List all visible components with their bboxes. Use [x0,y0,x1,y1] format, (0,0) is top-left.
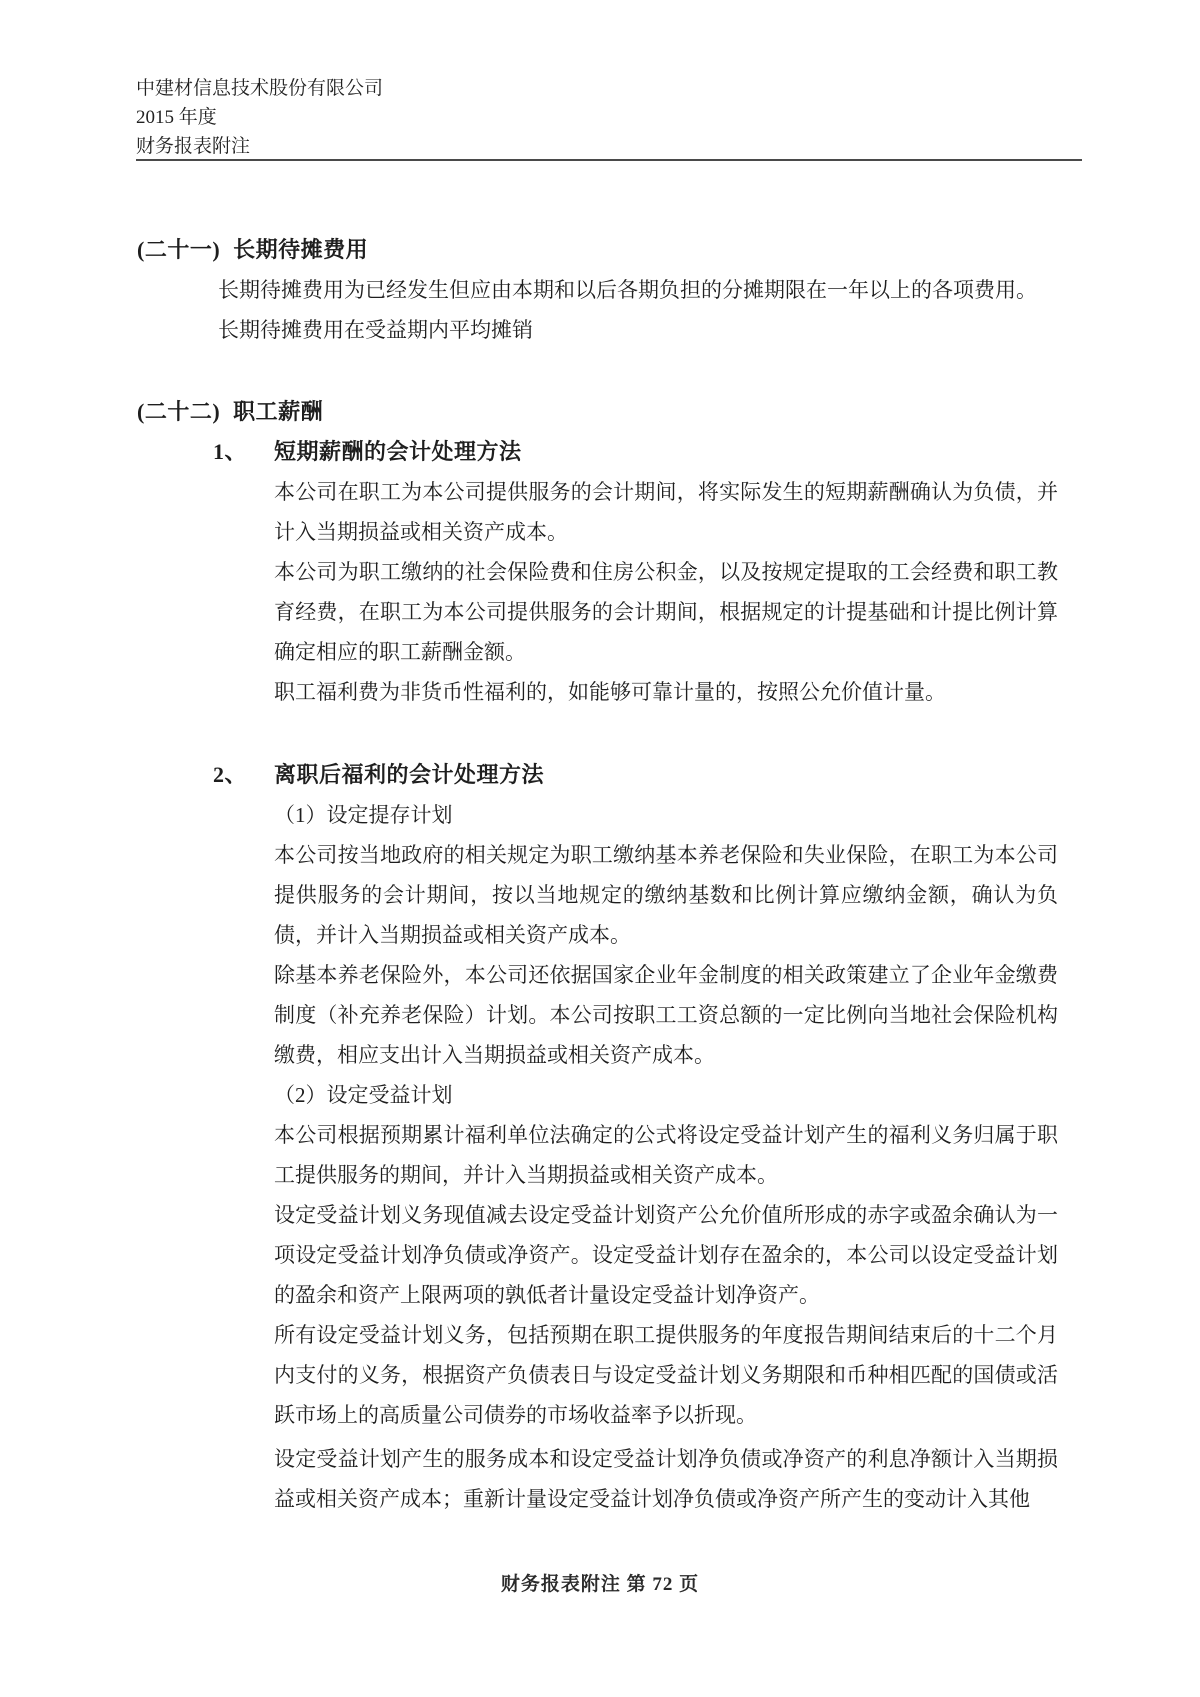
paragraph: 所有设定受益计划义务，包括预期在职工提供服务的年度报告期间结束后的十二个月内支付的义务，根据资产负债表日与设定受益计划义务期限和币种相匹配的国债或活跃市场上的高质量公司债券的市场收益率予以折现。 [274,1323,1058,1427]
document-body [0,161,1200,1519]
page-header [136,74,1082,161]
item-title: 离职后福利的会计处理方法 [274,762,545,787]
report-period: 2015 年度 [136,107,217,128]
item-1-title-row [0,432,1200,472]
section-label: (二十二) [137,399,221,424]
section-heading-22 [0,392,1200,432]
paragraph: 本公司根据预期累计福利单位法确定的公式将设定受益计划产生的福利义务归属于职工提供服务的期间，并计入当期损益或相关资产成本。 [274,1123,1058,1187]
item-number: 2、 [213,762,248,787]
paragraph: 长期待摊费用在受益期内平均摊销 [218,318,533,342]
page-footer [0,1565,1200,1605]
section-title: 长期待摊费用 [233,237,369,262]
section-heading-21 [0,230,1200,270]
company-name: 中建材信息技术股份有限公司 [136,78,384,99]
paragraph: 本公司在职工为本公司提供服务的会计期间，将实际发生的短期薪酬确认为负债，并计入当期损益或相关资产成本。 [274,480,1058,544]
paragraph: 长期待摊费用为已经发生但应由本期和以后各期负担的分摊期限在一年以上的各项费用。 [218,278,1037,302]
paragraph: 本公司按当地政府的相关规定为职工缴纳基本养老保险和失业保险，在职工为本公司提供服务的会计期间，按以当地规定的缴纳基数和比例计算应缴纳金额，确认为负债，并计入当期损益或相关资产成本。 [274,843,1058,947]
paragraph: 职工福利费为非货币性福利的，如能够可靠计量的，按照公允价值计量。 [274,680,946,704]
item-title: 短期薪酬的会计处理方法 [274,439,522,464]
sub-heading-1: （1）设定提存计划 [274,803,453,827]
section-label: (二十一) [137,237,221,262]
section-title: 职工薪酬 [233,399,324,424]
document-title: 财务报表附注 [136,136,251,157]
paragraph: 设定受益计划义务现值减去设定受益计划资产公允价值所形成的赤字或盈余确认为一项设定受益计划净负债或净资产。设定受益计划存在盈余的，本公司以设定受益计划的盈余和资产上限两项的孰低者计量设定受益计划净资产。 [274,1203,1058,1307]
item-number: 1、 [213,439,248,464]
paragraph: 本公司为职工缴纳的社会保险费和住房公积金，以及按规定提取的工会经费和职工教育经费，在职工为本公司提供服务的会计期间，根据规定的计提基础和计提比例计算确定相应的职工薪酬金额。 [274,560,1058,664]
footer-page-label: 财务报表附注 第 72 页 [500,1574,700,1595]
paragraph: 设定受益计划产生的服务成本和设定受益计划净负债或净资产的利息净额计入当期损益或相关资产成本；重新计量设定受益计划净负债或净资产所产生的变动计入其他 [274,1447,1058,1511]
item-2-title-row [0,755,1200,795]
paragraph: 除基本养老保险外，本公司还依据国家企业年金制度的相关政策建立了企业年金缴费制度（补充养老保险）计划。本公司按职工工资总额的一定比例向当地社会保险机构缴费，相应支出计入当期损益或相关资产成本。 [274,963,1058,1067]
sub-heading-2: （2）设定受益计划 [274,1083,453,1107]
